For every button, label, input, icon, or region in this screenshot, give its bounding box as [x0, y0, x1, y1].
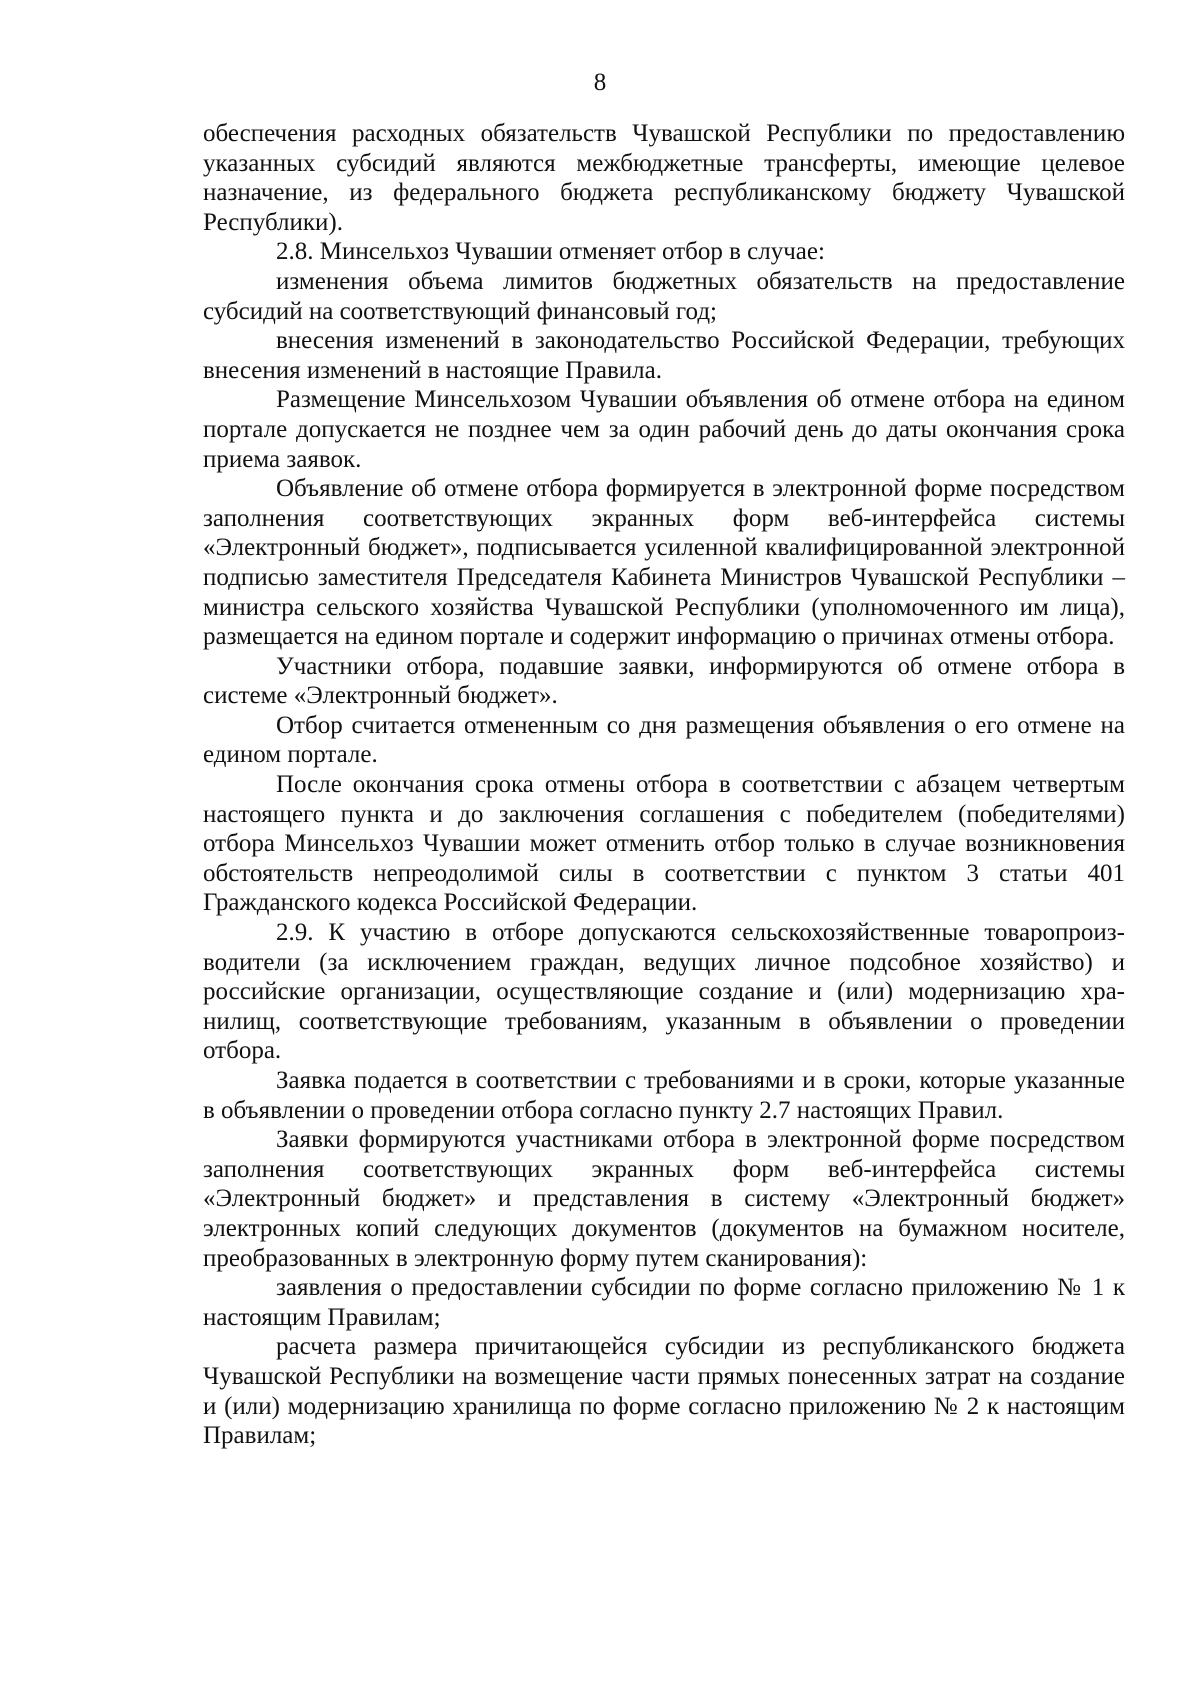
paragraph-limits-change: изменения объема лимитов бюджетных обязательств на предоставление субсидий на соответствующий финансовый год;	[203, 267, 1125, 325]
page-number: 8	[593, 69, 607, 96]
paragraph-force-majeure: После окончания срока отмены отбора в соответствии с абзацем четвертым настоящего пункта и до заключения соглашения с победителем (победителями) отбора Минсельхоз Чувашии может отменить отбор только в случае возникновения обстоятельств непреодолимой силы в соответствии с пунктом 3 статьи 401 Гражданского кодекса Российской Федерации.	[203, 771, 1125, 917]
paragraph-subsidy-calculation: расчета размера причитающейся субсидии из республиканского бюджета Чувашской Республики на возмещение части прямых понесенных затрат на создание и (или) модернизацию хранилища по форме согласно приложению № 2 к настоящим Правилам;	[203, 1333, 1125, 1450]
paragraph-application-submission: Заявка подается в соответствии с требованиями и в сроки, которые указанные в объявлении о проведении отбора согласно пункту 2.7 настоящих Правил.	[203, 1067, 1125, 1124]
paragraph-cancellation-announcement: Объявление об отмене отбора формируется в электронной форме посредством заполнения соответствующих экранных форм веб-интерфейса системы «Электронный бюджет», подписывается усиленной квалифицированной электронной подписью заместителя Председателя Кабинета Министров Чувашской Республики – министра сельского хозяйства Чувашской Республики (уполномоченного им лица), размещается на едином портале и содержит информацию о причинах отмены отбора.	[203, 475, 1125, 651]
paragraph-selection-cancelled: Отбор считается отмененным со дня размещения объявления о его отмене на едином портале.	[203, 711, 1125, 769]
paragraph-subsidy-statement: заявления о предоставлении субсидии по форме согласно приложению № 1 к настоящим Правилам;	[203, 1274, 1125, 1331]
paragraph-continuation: обеспечения расходных обязательств Чувашской Республики по предоставлению указанных субсидий являются межбюджетные трансферты, имеющие целевое назначение, из федерального бюджета республиканскому бюджету Чувашской Республики).	[203, 120, 1125, 236]
paragraph-2-9-eligibility: 2.9. К участию в отборе допускаются сельскохозяйственные товаропроизводители (за исключением граждан, ведущих личное подсобное хозяйство) и российские организации, осуществляющие создание и (или) модернизацию хранилищ, соответствующие требованиям, указанным в объявлении о проведении отбора.	[203, 919, 1125, 1065]
paragraph-cancellation-posting: Размещение Минсельхозом Чувашии объявления об отмене отбора на едином портале допускается не позднее чем за один рабочий день до даты окончания срока приема заявок.	[203, 386, 1125, 473]
paragraph-legislation-change: внесения изменений в законодательство Российской Федерации, требующих внесения изменений в настоящие Правила.	[203, 327, 1125, 384]
paragraph-participants-informed: Участники отбора, подавшие заявки, информируются об отмене отбора в системе «Электронный бюджет».	[203, 652, 1125, 710]
paragraph-2-8-heading: 2.8. Минсельхоз Чувашии отменяет отбор в случае:	[276, 238, 825, 266]
document-body	[203, 119, 1125, 1451]
paragraph-application-formation: Заявки формируются участниками отбора в электронной форме посредством заполнения соответствующих экранных форм веб-интерфейса системы «Электронный бюджет» и представления в систему «Электронный бюджет» электронных копий следующих документов (документов на бумажном носителе, преобразованных в электронную форму путем сканирования):	[203, 1126, 1125, 1272]
